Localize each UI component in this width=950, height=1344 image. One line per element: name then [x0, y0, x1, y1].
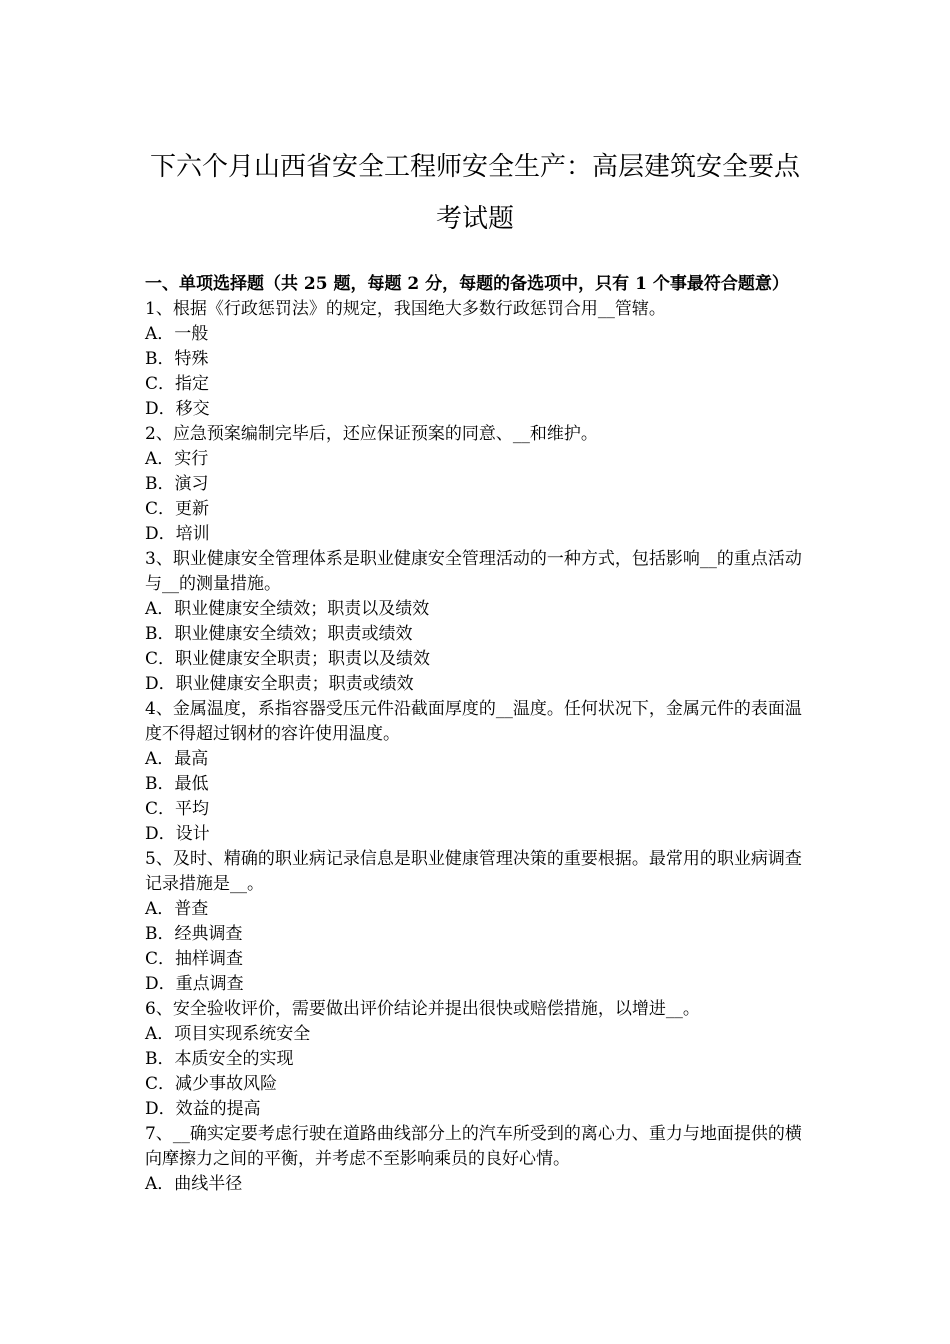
option-a: A．最高 [145, 749, 209, 769]
option-b: B．职业健康安全绩效；职责或绩效 [145, 624, 413, 644]
question-stem: 3、职业健康安全管理体系是职业健康安全管理活动的一种方式，包括影响__的重点活动与__的测量措施。 [145, 549, 802, 594]
question-6 [145, 997, 810, 1122]
question-stem: 7、__确实定要考虑行驶在道路曲线部分上的汽车所受到的离心力、重力与地面提供的横向摩擦力之间的平衡，并考虑不至影响乘员的良好心情。 [145, 1124, 802, 1169]
option-a: A．项目实现系统安全 [145, 1024, 311, 1044]
section-header: 一、单项选择题（共 25 题，每题 2 分，每题的备选项中，只有 1 个事最符合题意） [145, 274, 789, 294]
option-d: D．移交 [145, 399, 210, 419]
option-b: B．本质安全的实现 [145, 1049, 294, 1069]
option-a: A．实行 [145, 449, 209, 469]
option-b: B．演习 [145, 474, 209, 494]
question-2 [145, 422, 810, 547]
question-stem: 1、根据《行政惩罚法》的规定，我国绝大多数行政惩罚合用__管辖。 [145, 299, 666, 319]
option-c: C．更新 [145, 499, 210, 519]
option-a: A．曲线半径 [145, 1174, 243, 1194]
document-title-line-2: 考试题 [435, 204, 514, 234]
option-d: D．设计 [145, 824, 210, 844]
option-a: A．一般 [145, 324, 209, 344]
option-a: A．职业健康安全绩效；职责以及绩效 [145, 599, 430, 619]
option-c: C．减少事故风险 [145, 1074, 278, 1094]
option-c: C．指定 [145, 374, 210, 394]
option-d: D．职业健康安全职责；职责或绩效 [145, 674, 414, 694]
option-d: D．重点调查 [145, 974, 244, 994]
question-5 [145, 847, 810, 997]
question-7 [145, 1122, 810, 1197]
question-stem: 2、应急预案编制完毕后，还应保证预案的同意、__和维护。 [145, 424, 598, 444]
question-1 [145, 297, 810, 422]
option-d: D．培训 [145, 524, 210, 544]
option-a: A．普查 [145, 899, 209, 919]
option-c: C．职业健康安全职责；职责以及绩效 [145, 649, 431, 669]
option-b: B．特殊 [145, 349, 209, 369]
question-stem: 6、安全验收评价，需要做出评价结论并提出很快或赔偿措施，以增进__。 [145, 999, 700, 1019]
option-c: C．平均 [145, 799, 210, 819]
option-b: B．经典调查 [145, 924, 243, 944]
question-stem: 4、金属温度，系指容器受压元件沿截面厚度的__温度。任何状况下，金属元件的表面温度不得超过钢材的容许使用温度。 [145, 699, 802, 744]
question-4 [145, 697, 810, 847]
document-body [145, 272, 810, 1197]
option-c: C．抽样调查 [145, 949, 244, 969]
question-3 [145, 547, 810, 697]
option-b: B．最低 [145, 774, 209, 794]
option-d: D．效益的提高 [145, 1099, 261, 1119]
document-title-line-1: 下六个月山西省安全工程师安全生产：高层建筑安全要点 [149, 152, 800, 182]
question-stem: 5、及时、精确的职业病记录信息是职业健康管理决策的重要根据。最常用的职业病调查记录措施是__。 [145, 849, 802, 894]
